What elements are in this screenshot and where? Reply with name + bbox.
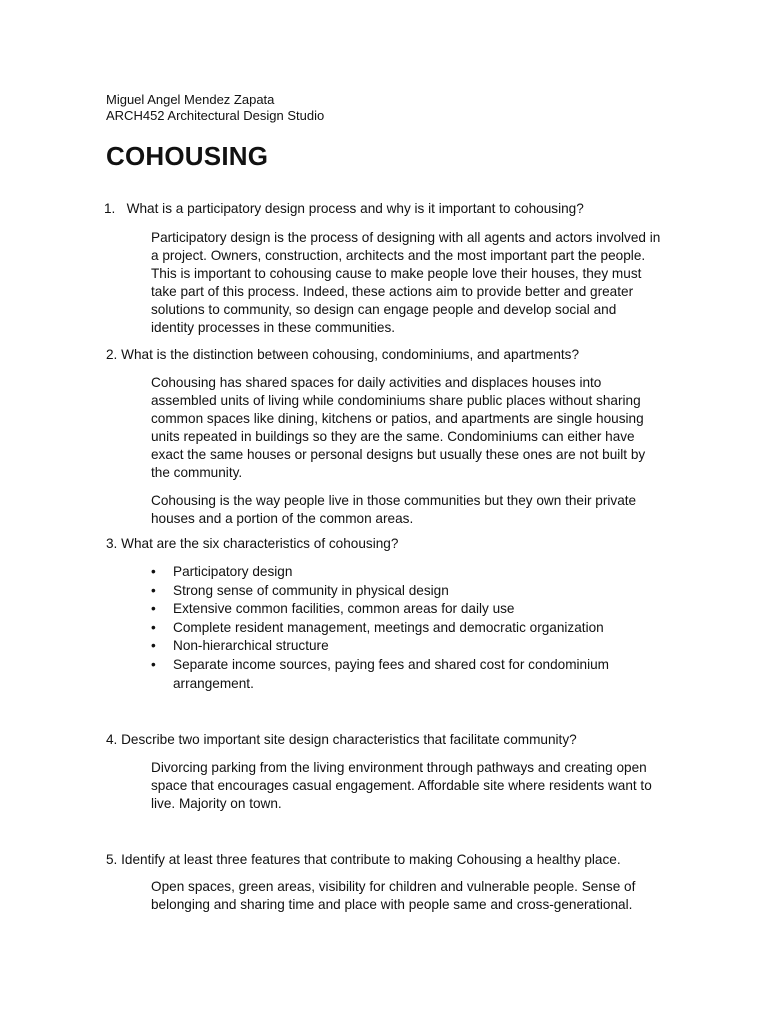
list-item: • Non-hierarchical structure (151, 637, 631, 656)
course-name: ARCH452 Architectural Design Studio (106, 108, 325, 123)
bullet-icon: • (151, 619, 156, 635)
characteristics-list (151, 563, 631, 693)
list-item: • Extensive common facilities, common areas for daily use (151, 600, 631, 619)
question-3: 3. What are the six characteristics of cohousing? (106, 536, 399, 551)
bullet-icon: • (151, 638, 156, 654)
answer-2 (151, 374, 661, 528)
bullet-icon: • (151, 564, 156, 579)
bullet-icon: • (151, 656, 156, 672)
list-item: • Separate income sources, paying fees and shared cost for condominium arrangement. (151, 656, 609, 691)
question-5: 5. Identify at least three features that contribute to making Cohousing a healthy place. (106, 852, 621, 867)
answer-5 (151, 878, 661, 914)
bullet-icon: • (151, 601, 156, 617)
answer-paragraph: Cohousing has shared spaces for daily activities and displaces houses into assembled units of living while condominiums share public places without sharing common spaces like dining, kitchens or patios, and apartments are single housing units repeated in buildings so they are the same. Condominiums can either have exact the same houses or personal designs but usually these ones are not built by the community. (151, 375, 646, 480)
answer-4 (151, 759, 661, 813)
list-item: • Strong sense of community in physical design (151, 582, 631, 601)
answer-paragraph: Participatory design is the process of designing with all agents and actors involved in a project. Owners, construction, architects and the most important part the people. This is important to cohousing cause to make people love their houses, they must take part of this process. Indeed, these actions aim to provide better and greater solutions to community, so design can engage people and develop social and identity processes in these communities. (151, 230, 661, 335)
question-2: 2. What is the distinction between cohousing, condominiums, and apartments? (106, 347, 580, 362)
answer-paragraph: Open spaces, green areas, visibility for children and vulnerable people. Sense of belonging and sharing time and place with people same and cross-generational. (151, 879, 636, 912)
answer-1 (151, 229, 661, 337)
answer-paragraph: Cohousing is the way people live in those communities but they own their private houses and a portion of the common areas. (151, 493, 637, 526)
question-4: 4. Describe two important site design characteristics that facilitate community? (106, 732, 577, 747)
author-name: Miguel Angel Mendez Zapata (106, 92, 275, 107)
list-item: • Complete resident management, meetings and democratic organization (151, 619, 631, 638)
list-item: • Participatory design (151, 563, 631, 582)
answer-paragraph: Divorcing parking from the living environment through pathways and creating open space that encourages casual engagement. Affordable site where residents want to live. Majority on town. (151, 760, 652, 811)
bullet-icon: • (151, 582, 156, 598)
question-1: 1. What is a participatory design process and why is it important to cohousing? (104, 201, 584, 216)
document-title: COHOUSING (106, 141, 269, 171)
